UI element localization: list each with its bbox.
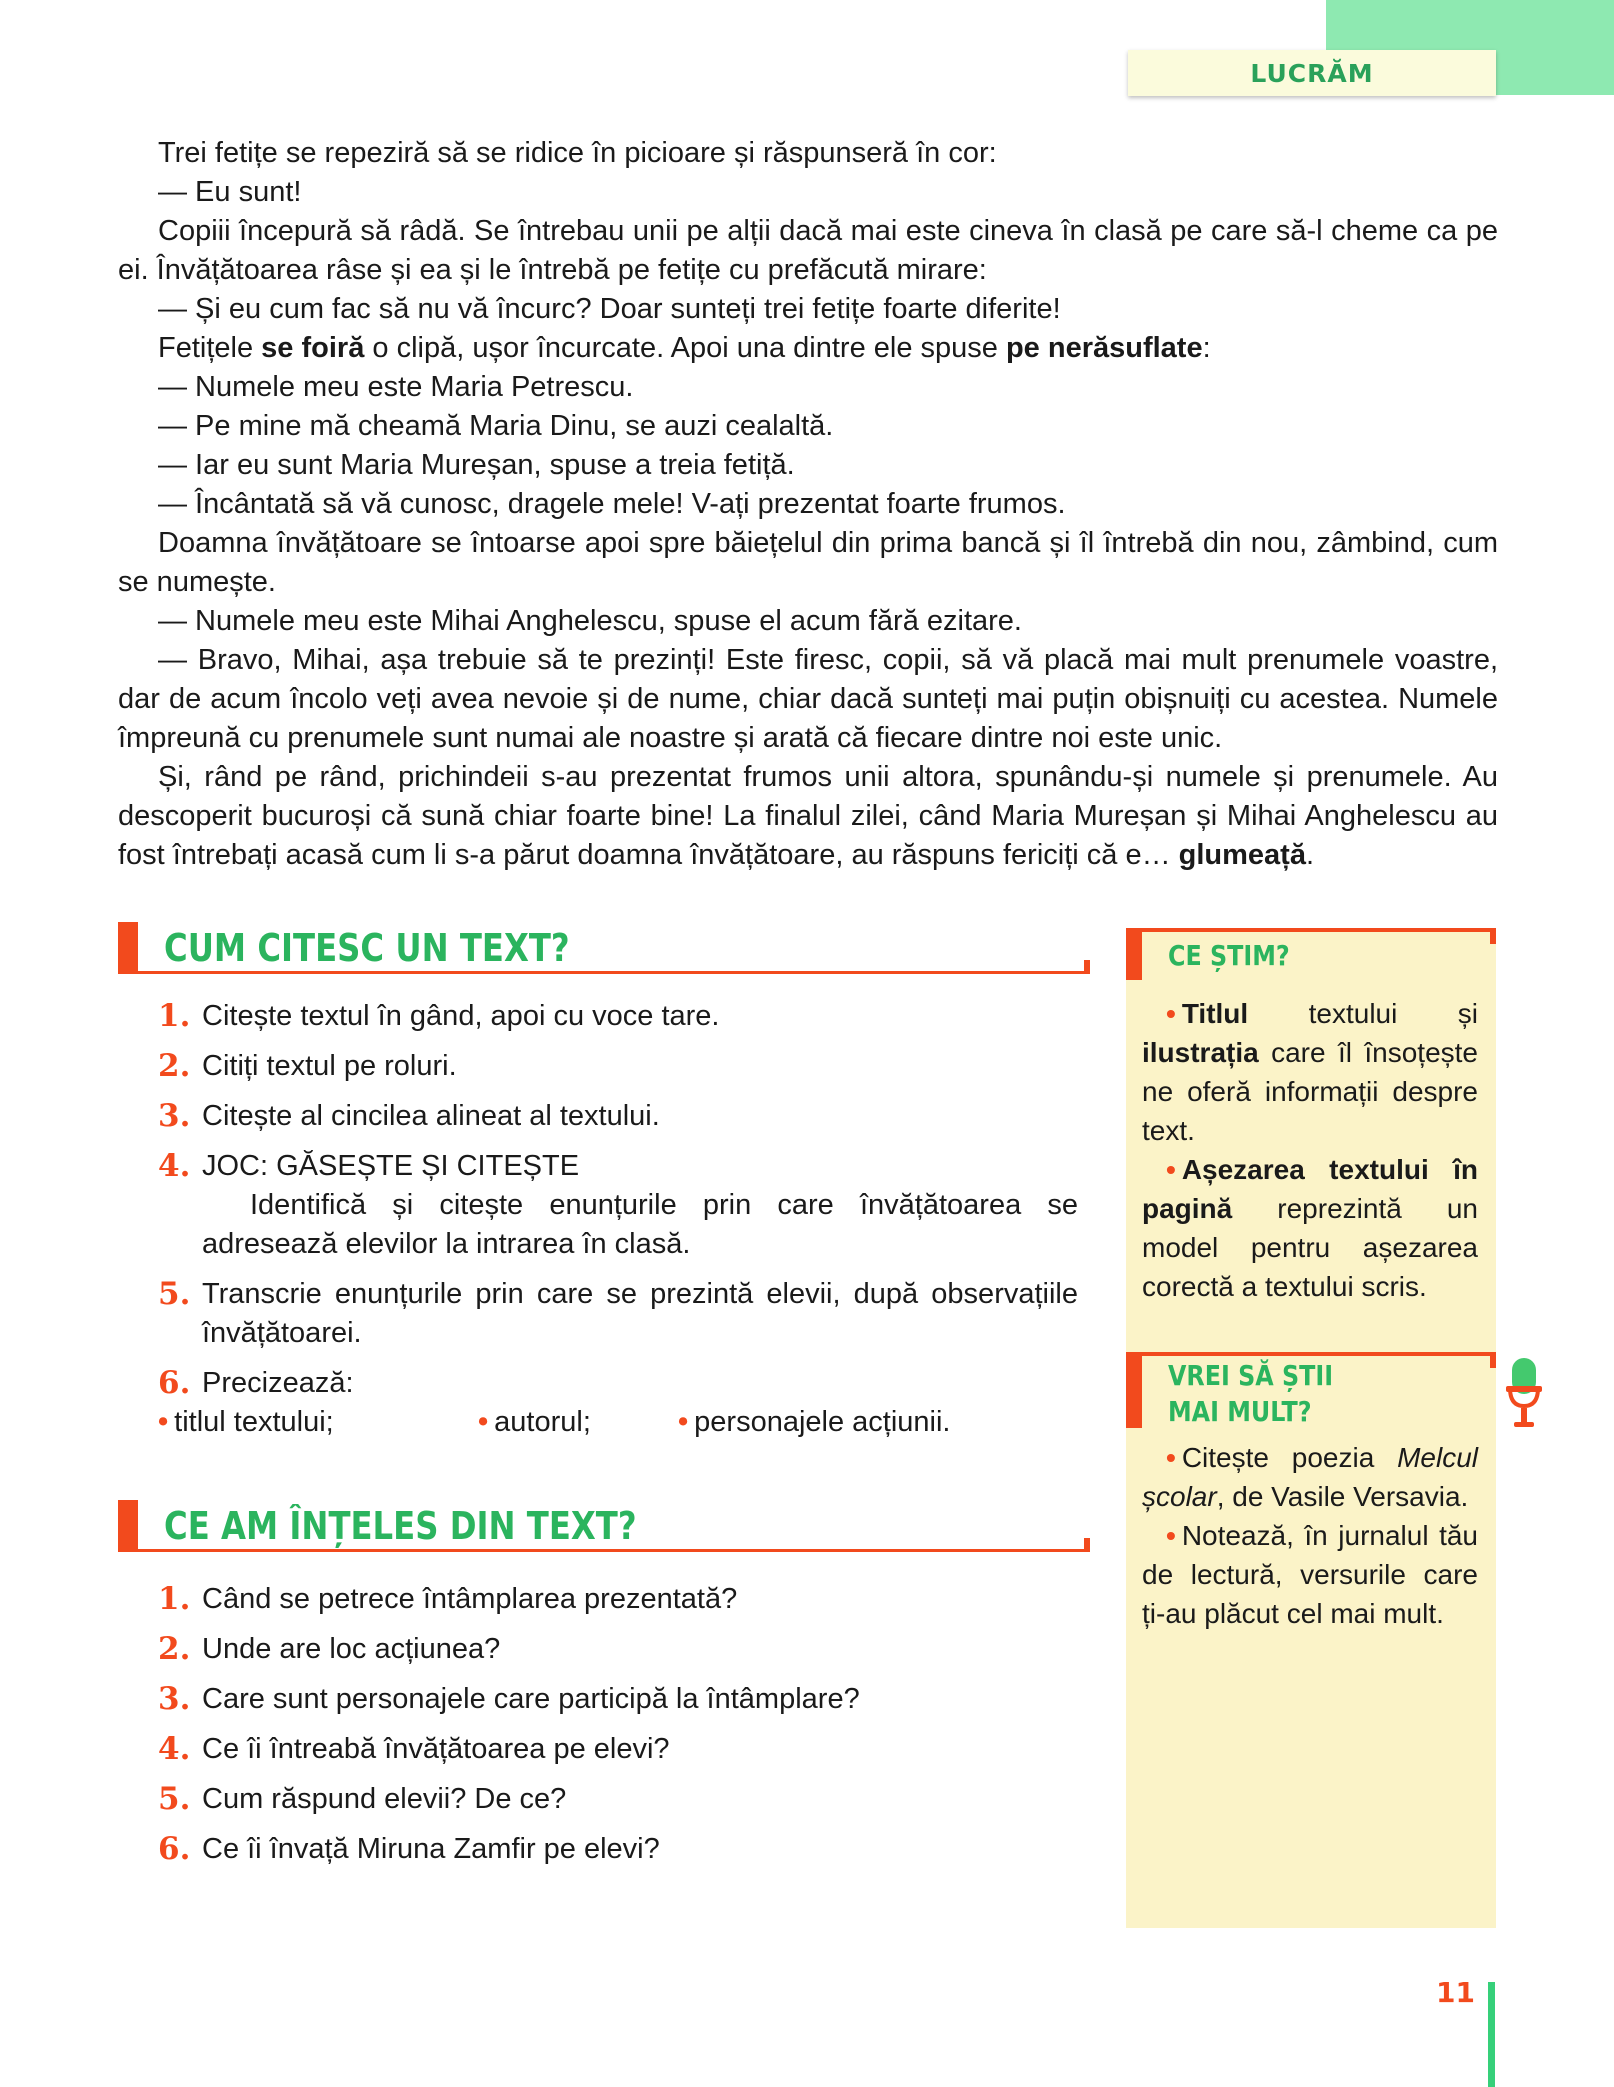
bullet-item: [678, 1403, 950, 1442]
heading-bar: [118, 922, 138, 974]
item-text: JOC: GĂSEȘTE ȘI CITEȘTE: [202, 1150, 580, 1182]
sidebar-body-more: [1142, 1438, 1478, 1633]
list-item: [158, 1097, 1078, 1136]
heading-rule: [118, 971, 1090, 974]
heading-bar: [1126, 1352, 1142, 1428]
sidebar-paragraph: [1142, 994, 1478, 1150]
heading-bar: [1126, 928, 1142, 980]
page-number: 11: [1436, 1976, 1475, 2009]
sidebar-title: [1168, 1358, 1333, 1430]
item-text: Transcrie enunțurile prin care se prezintă elevii, după observațiile învățătoarei.: [202, 1278, 1078, 1349]
story-paragraph: Trei fetițe se repeziră să se ridice în picioare și răspunseră în cor:: [158, 137, 997, 169]
bullet-icon: •: [158, 1406, 169, 1438]
heading-tick: [1490, 928, 1496, 944]
bullet-text: titlul textului;: [174, 1406, 334, 1438]
story-bold-word: pe nerăsuflate: [1005, 332, 1203, 364]
bullet-icon: •: [1166, 998, 1176, 1029]
heading-tick: [1084, 1538, 1090, 1552]
item-number: 2.: [158, 1048, 191, 1084]
bullet-item: [158, 1403, 478, 1442]
list-item: [158, 1630, 1078, 1669]
list-item: [158, 997, 1078, 1036]
story-paragraph: — Iar eu sunt Maria Mureșan, spuse a treia fetiță.: [158, 449, 795, 481]
item-number: 4.: [158, 1731, 191, 1767]
item-text: Citește textul în gând, apoi cu voce tare.: [202, 1000, 720, 1032]
list-item: [158, 1680, 1078, 1719]
item-number: 3.: [158, 1098, 191, 1134]
item-text: Precizează:: [202, 1367, 354, 1399]
story-bold-word: se foiră: [261, 332, 365, 364]
item-number: 4.: [158, 1148, 191, 1184]
bullet-icon: •: [678, 1406, 689, 1438]
story-paragraph: — Numele meu este Maria Petrescu.: [158, 371, 634, 403]
sidebar-panel: [1126, 928, 1496, 1928]
bullet-icon: •: [1166, 1442, 1176, 1473]
bullet-icon: •: [478, 1406, 489, 1438]
item-number: 1.: [158, 1581, 191, 1617]
bold-text: Titlul: [1181, 998, 1249, 1029]
story-text-span: o clipă, ușor încurcate. Apoi una dintre ele spuse: [364, 332, 1006, 364]
story-bold-word: glumeață: [1178, 839, 1306, 871]
story-paragraph-last: [118, 758, 1498, 875]
question-list-understand: [158, 1580, 1078, 1880]
list-item: [158, 1780, 1078, 1819]
story-paragraph: — Și eu cum fac să nu vă încurc? Doar sunteți trei fetițe foarte diferite!: [158, 293, 1061, 325]
list-item: [158, 1047, 1078, 1086]
section-tab: [1128, 50, 1496, 96]
page-edge-bar: [1488, 1982, 1495, 2087]
story-paragraph: — Bravo, Mihai, așa trebuie să te prezinți! Este firesc, copii, să vă placă mai mult prenumele voastre, dar de acum încolo veți avea nevoie și de nume, chiar dacă sunteți mai puțin obișnuiți cu acestea. Numele împreună cu prenumele sunt numai ale noastre și arată că fiecare dintre noi este unic.: [118, 644, 1498, 754]
heading-tick: [1490, 1352, 1496, 1368]
item-number: 2.: [158, 1631, 191, 1667]
story-paragraph: — Eu sunt!: [158, 176, 302, 208]
bold-text: ilustrația: [1142, 1037, 1259, 1068]
sidebar-paragraph: [1142, 1516, 1478, 1633]
item-number: 1.: [158, 998, 191, 1034]
heading-rule: [118, 1549, 1090, 1552]
sidebar-title: CE ȘTIM?: [1168, 939, 1290, 972]
sidebar-paragraph: [1142, 1150, 1478, 1306]
item-text: Citește al cincilea alineat al textului.: [202, 1100, 660, 1132]
section-title: CUM CITESC UN TEXT?: [164, 926, 570, 970]
item-text: Care sunt personajele care participă la întâmplare?: [202, 1683, 860, 1715]
sidebar-paragraph: [1142, 1438, 1478, 1516]
bold-text: Așezarea textului în pagină: [1142, 1154, 1478, 1224]
bullet-text: personajele acțiunii.: [694, 1406, 951, 1438]
item-text: Cum răspund elevii? De ce?: [202, 1783, 567, 1815]
story-paragraph: — Încântată să vă cunosc, dragele mele! V-ați prezentat foarte frumos.: [158, 488, 1066, 520]
story-paragraph-bold-words: [118, 329, 1498, 368]
item-number: 3.: [158, 1681, 191, 1717]
text-span: reprezintă un model pentru așezarea corectă a textului scris.: [1142, 1193, 1478, 1302]
text-span: Notează, în jurnalul tău de lectură, versurile care ți-au plăcut cel mai mult.: [1142, 1520, 1478, 1629]
story-text: [118, 134, 1498, 875]
heading-tick: [1084, 960, 1090, 974]
heading-rule: [1126, 928, 1496, 932]
item-text: Citiți textul pe roluri.: [202, 1050, 457, 1082]
heading-rule: [1126, 1352, 1496, 1356]
section-title: CE AM ÎNȚELES DIN TEXT?: [164, 1504, 637, 1548]
text-span: textului și: [1248, 998, 1478, 1029]
list-item: [158, 1730, 1078, 1769]
item-number: 5.: [158, 1781, 191, 1817]
list-item: [158, 1147, 1078, 1264]
section-tab-label: LUCRĂM: [1250, 58, 1374, 88]
bullet-text: autorul;: [494, 1406, 591, 1438]
item-number: 6.: [158, 1365, 191, 1401]
italic-text: Melcul școlar: [1142, 1442, 1478, 1512]
microphone-icon: [1504, 1358, 1544, 1434]
text-span: care îl însoțește ne oferă informații despre text.: [1142, 1037, 1478, 1146]
bullet-item: [478, 1403, 678, 1442]
question-list-read: [158, 997, 1078, 1442]
story-text-span: .: [1305, 839, 1315, 871]
item-subtext: Identifică și citește enunțurile prin care învățătoarea se adresează elevilor la intrarea în clasă.: [202, 1189, 1078, 1260]
story-text-span: Și, rând pe rând, prichindeii s-au prezentat frumos unii altora, spunându-și numele și prenumele. Au descoperit bucuroși că sună chiar foarte bine! La finalul zilei, când Maria Mureșan și Mihai Anghelescu au fost întrebați acasă cum li s-a părut doamna învățătoare, au răspuns fericiți că e…: [118, 761, 1498, 871]
story-paragraph: — Pe mine mă cheamă Maria Dinu, se auzi cealaltă.: [158, 410, 834, 442]
list-item: [158, 1275, 1078, 1353]
bullet-icon: •: [1166, 1154, 1176, 1185]
bullet-row: [158, 1403, 1078, 1442]
sidebar-body-know: [1142, 994, 1478, 1306]
story-paragraph: Copiii începură să râdă. Se întrebau unii pe alții dacă mai este cineva în clasă pe care să-l cheme ca pe ei. Învățătoarea râse și ea și le întrebă pe fetițe cu prefăcută mirare:: [118, 215, 1498, 286]
item-text: Unde are loc acțiunea?: [202, 1633, 501, 1665]
story-text-span: Fetițele: [158, 332, 262, 364]
sidebar-title-line: MAI MULT?: [1168, 1395, 1312, 1428]
bullet-icon: •: [1166, 1520, 1176, 1551]
story-paragraph: Doamna învățătoare se întoarse apoi spre băiețelul din prima bancă și îl întrebă din nou, zâmbind, cum se numește.: [118, 527, 1498, 598]
story-paragraph: — Numele meu este Mihai Anghelescu, spuse el acum fără ezitare.: [158, 605, 1022, 637]
list-item: [158, 1830, 1078, 1869]
item-text: Ce îi întreabă învățătoarea pe elevi?: [202, 1733, 670, 1765]
list-item: [158, 1580, 1078, 1619]
text-span: , de Vasile Versavia.: [1216, 1481, 1469, 1512]
item-number: 6.: [158, 1831, 191, 1867]
heading-bar: [118, 1500, 138, 1552]
item-text: Ce îi învață Miruna Zamfir pe elevi?: [202, 1833, 660, 1865]
sidebar-title-line: VREI SĂ ȘTII: [1168, 1359, 1334, 1392]
section-heading-understand: [118, 1500, 1090, 1552]
story-text-span: :: [1202, 332, 1211, 364]
section-heading-read: [118, 922, 1090, 974]
list-item: [158, 1364, 1078, 1403]
item-text: Când se petrece întâmplarea prezentată?: [202, 1583, 738, 1615]
text-span: Citește poezia: [1181, 1442, 1398, 1473]
item-number: 5.: [158, 1276, 191, 1312]
